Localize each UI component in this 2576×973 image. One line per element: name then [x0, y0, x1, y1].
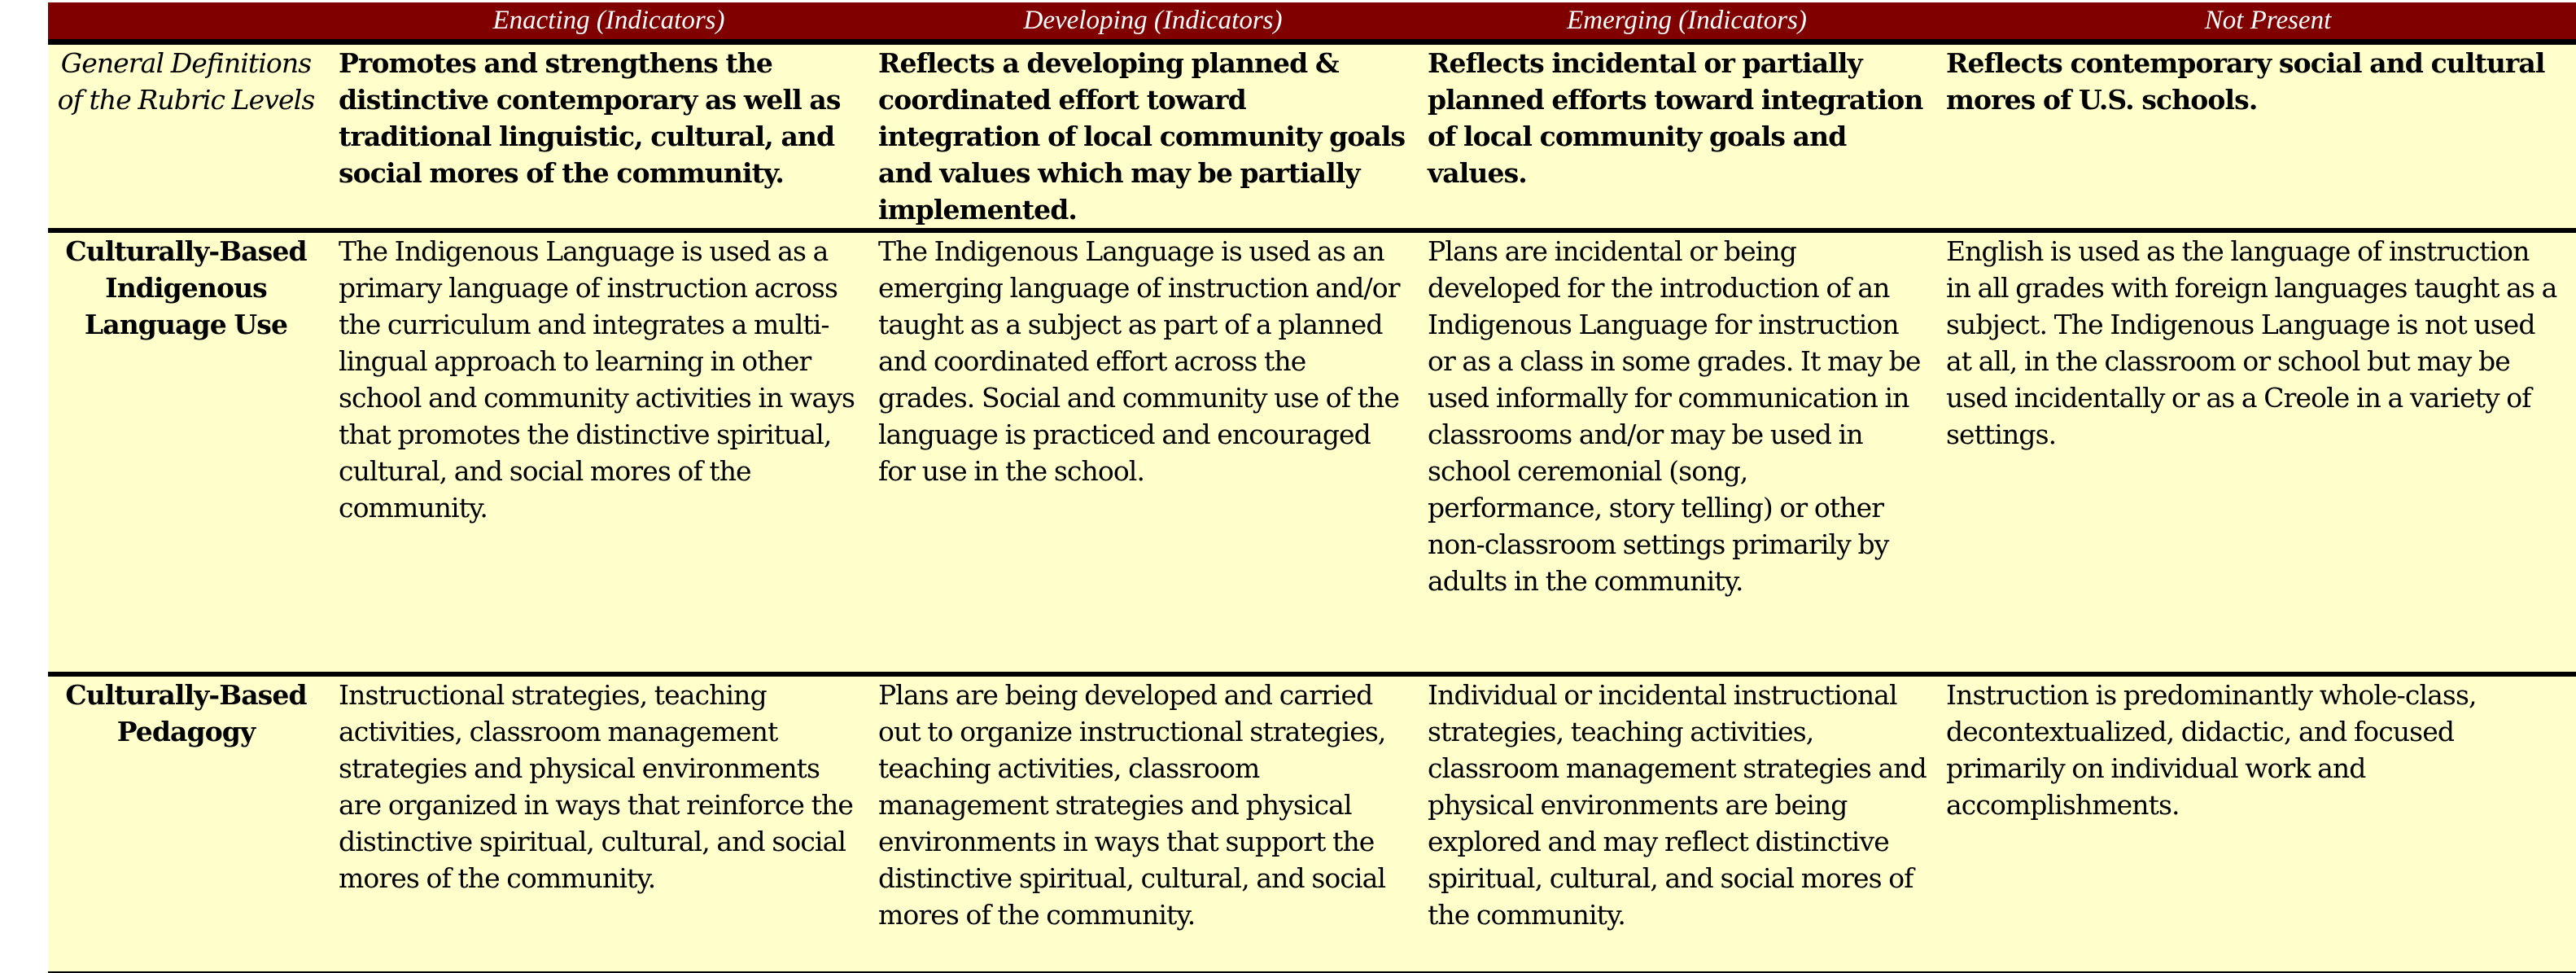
header-empty-cell	[48, 2, 324, 39]
header-not-present: Not Present	[2204, 6, 2332, 35]
table-row-general-definitions	[48, 45, 2576, 228]
header-emerging: Emerging (Indicators)	[1567, 6, 1807, 35]
row-label: Culturally-Based Indigenous Language Use	[65, 235, 307, 340]
cell-developing: The Indigenous Language is used as an emerging language of instruction and/or taught as a subject as part of a planned and coordinated effort across the grades. Social and community use of the language is practiced and encouraged for use in the school.	[878, 235, 1400, 487]
cell-emerging: Individual or incidental instructional strategies, teaching activities, classroom management strategies and physical environments are being explored and may reflect distinctive spiritual, cultural, and social mores of the community.	[1428, 679, 1927, 931]
cell-developing: Plans are being developed and carried out to organize instructional strategies, teaching activities, classroom management strategies and physical environments in ways that support the distinctive spiritual, cultural, and social mores of the community.	[878, 679, 1386, 931]
table-row-pedagogy	[48, 672, 2576, 971]
rubric-table	[48, 2, 2576, 973]
header-developing: Developing (Indicators)	[1023, 6, 1283, 35]
cell-emerging: Reflects incidental or partially planned efforts toward integration of local community goals and values.	[1428, 47, 1923, 189]
cell-developing: Reflects a developing planned & coordinated effort toward integration of local community goals and values which may be partially implemented.	[878, 47, 1406, 226]
cell-enacting: Promotes and strengthens the distinctive contemporary as well as traditional linguistic, cultural, and social mores of the community.	[339, 47, 841, 189]
header-enacting: Enacting (Indicators)	[492, 6, 725, 35]
header-row	[48, 2, 2576, 45]
cell-emerging: Plans are incidental or being developed for the introduction of an Indigenous Language for instruction or as a class in some grades. It may be used informally for communication in classrooms and/or may be used in school ceremonial (song, performance, story telling) or other non-classroom settings primarily by adults in the community.	[1428, 235, 1921, 597]
cell-not-present: English is used as the language of instruction in all grades with foreign languages taught as a subject. The Indigenous Language is not used at all, in the classroom or school but may be used incidentally or as a Creole in a variety of settings.	[1946, 235, 2557, 450]
row-label: Culturally-Based Pedagogy	[65, 679, 307, 747]
cell-enacting: Instructional strategies, teaching activities, classroom management strategies and physical environments are organized in ways that reinforce the distinctive spiritual, cultural, and social mores of the community.	[339, 679, 853, 894]
cell-not-present: Reflects contemporary social and cultural mores of U.S. schools.	[1946, 47, 2545, 116]
row-label: General Definitions of the Rubric Levels	[57, 47, 315, 116]
cell-enacting: The Indigenous Language is used as a primary language of instruction across the curriculum and integrates a multi-lingual approach to learning in other school and community activities in ways that promotes the distinctive spiritual, cultural, and social mores of the community.	[339, 235, 855, 524]
cell-not-present: Instruction is predominantly whole-class, decontextualized, didactic, and focused primarily on individual work and accomplishments.	[1946, 679, 2477, 821]
table-row-indigenous-language-use	[48, 228, 2576, 677]
